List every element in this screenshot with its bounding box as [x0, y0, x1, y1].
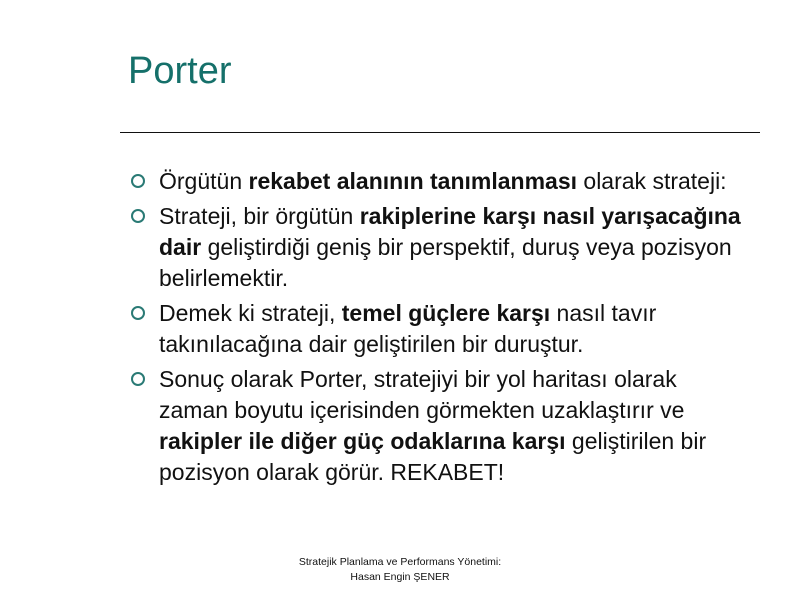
bullet-text — [159, 300, 656, 357]
footer-line-course: Stratejik Planlama ve Performans Yönetimi: — [298, 556, 502, 568]
bullet-list — [128, 166, 748, 492]
bullet-item — [128, 298, 748, 360]
bullet-segment: Demek ki strateji, — [159, 300, 342, 326]
bullet-text — [159, 366, 706, 485]
hollow-circle-bullet-icon — [131, 372, 145, 386]
bullet-segment: olarak strateji: — [577, 168, 727, 194]
bullet-item — [128, 166, 748, 197]
bullet-segment-bold: temel güçlere karşı — [341, 300, 551, 326]
bullet-segment: Sonuç olarak Porter, stratejiyi bir yol haritası olarak zaman boyutu içerisinden görmekten uzaklaştırır ve — [159, 366, 685, 423]
bullet-segment-bold: rakiplerine karşı nasıl yarışacağına dair — [159, 203, 741, 260]
bullet-segment: Strateji, bir örgütün — [159, 203, 360, 229]
hollow-circle-bullet-icon — [131, 306, 145, 320]
footer-line-author: Hasan Engin ŞENER — [350, 571, 450, 583]
bullet-item — [128, 364, 748, 488]
footer — [0, 555, 800, 585]
hollow-circle-bullet-icon — [131, 209, 145, 223]
bullet-text — [159, 203, 741, 291]
slide-title: Porter — [128, 50, 232, 92]
bullet-segment: geliştirilen bir pozisyon olarak görür. REKABET! — [159, 428, 707, 485]
bullet-segment: geliştirdiği geniş bir perspektif, duruş veya pozisyon belirlemektir. — [159, 234, 732, 291]
title-divider — [120, 132, 760, 133]
bullet-text — [159, 168, 727, 194]
bullet-segment: Örgütün — [159, 168, 249, 194]
bullet-segment: nasıl tavır takınılacağına dair geliştirilen bir duruştur. — [159, 300, 657, 357]
hollow-circle-bullet-icon — [131, 174, 145, 188]
bullet-segment-bold: rakipler ile diğer güç odaklarına karşı — [159, 428, 566, 454]
bullet-segment-bold: rekabet alanının tanımlanması — [248, 168, 578, 194]
bullet-item — [128, 201, 748, 294]
